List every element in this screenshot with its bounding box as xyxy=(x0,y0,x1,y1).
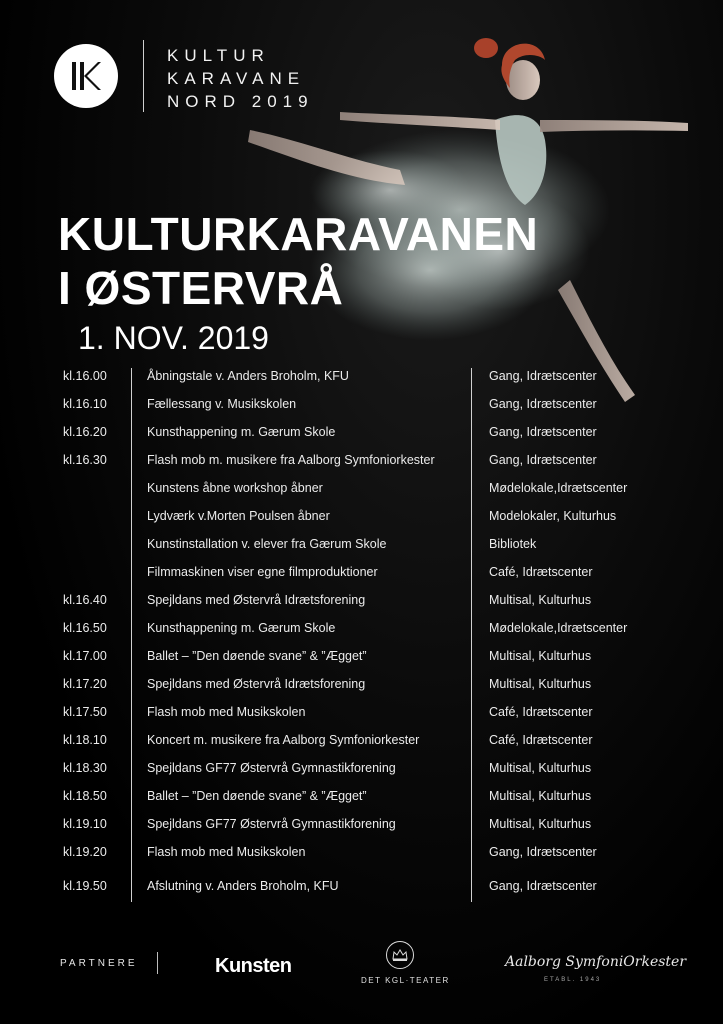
row-time: kl.17.20 xyxy=(63,677,107,691)
row-venue: Gang, Idrætscenter xyxy=(489,425,597,439)
row-time: kl.18.30 xyxy=(63,761,107,775)
schedule xyxy=(0,362,723,902)
row-event: Koncert m. musikere fra Aalborg Symfoniorkester xyxy=(147,733,420,747)
row-event: Ballet – ”Den døende svane” & ”Ægget” xyxy=(147,789,367,803)
crown-icon xyxy=(385,940,415,970)
schedule-row xyxy=(0,558,723,586)
row-venue: Gang, Idrætscenter xyxy=(489,397,597,411)
kgl-teater-logo: DET KGL·TEATER xyxy=(361,976,450,985)
kk-monogram-icon xyxy=(54,44,118,108)
logo-line-3: NORD 2019 xyxy=(167,92,314,111)
row-event: Afslutning v. Anders Broholm, KFU xyxy=(147,879,339,893)
row-event: Spejldans GF77 Østervrå Gymnastikforening xyxy=(147,817,396,831)
logo-divider xyxy=(143,40,144,112)
schedule-row xyxy=(0,530,723,558)
row-venue: Café, Idrætscenter xyxy=(489,733,593,747)
schedule-row xyxy=(0,782,723,810)
row-venue: Multisal, Kulturhus xyxy=(489,789,592,803)
schedule-row xyxy=(0,502,723,530)
schedule-row xyxy=(0,872,723,900)
schedule-row xyxy=(0,362,723,390)
row-time: kl.16.20 xyxy=(63,425,107,439)
row-event: Kunsthappening m. Gærum Skole xyxy=(147,425,336,439)
row-venue: Mødelokale,Idrætscenter xyxy=(489,481,628,495)
row-time: kl.19.50 xyxy=(63,879,107,893)
row-time: kl.17.00 xyxy=(63,649,107,663)
row-event: Flash mob med Musikskolen xyxy=(147,845,306,859)
schedule-row xyxy=(0,698,723,726)
row-time: kl.19.10 xyxy=(63,817,107,831)
row-event: Flash mob m. musikere fra Aalborg Symfoniorkester xyxy=(147,453,435,467)
row-venue: Multisal, Kulturhus xyxy=(489,817,592,831)
logo-wordmark xyxy=(167,44,314,113)
row-venue: Multisal, Kulturhus xyxy=(489,593,592,607)
row-event: Åbningstale v. Anders Broholm, KFU xyxy=(147,369,349,383)
row-time: kl.17.50 xyxy=(63,705,107,719)
kunsten-logo: Kunsten xyxy=(215,955,292,977)
row-event: Ballet – ”Den døende svane” & ”Ægget” xyxy=(147,649,367,663)
row-event: Fællessang v. Musikskolen xyxy=(147,397,297,411)
row-time: kl.18.10 xyxy=(63,733,107,747)
event-date: 1. NOV. 2019 xyxy=(78,320,269,356)
row-venue: Café, Idrætscenter xyxy=(489,705,593,719)
row-venue: Multisal, Kulturhus xyxy=(489,761,592,775)
row-event: Spejldans GF77 Østervrå Gymnastikforening xyxy=(147,761,396,775)
row-time: kl.16.00 xyxy=(63,369,107,383)
row-venue: Café, Idrætscenter xyxy=(489,565,593,579)
schedule-row xyxy=(0,810,723,838)
schedule-row xyxy=(0,838,723,866)
row-event: Flash mob med Musikskolen xyxy=(147,705,306,719)
schedule-row xyxy=(0,670,723,698)
row-venue: Gang, Idrætscenter xyxy=(489,845,597,859)
logo-mark xyxy=(54,44,118,108)
aso-subtitle: ETABL. 1943 xyxy=(544,977,602,983)
footer-divider xyxy=(157,952,158,974)
row-event: Kunstinstallation v. elever fra Gærum Skole xyxy=(147,537,387,551)
row-event: Lydværk v.Morten Poulsen åbner xyxy=(147,509,330,523)
logo-line-2: KARAVANE xyxy=(167,69,306,88)
row-time: kl.16.10 xyxy=(63,397,107,411)
row-venue: Bibliotek xyxy=(489,537,537,551)
row-time: kl.16.40 xyxy=(63,593,107,607)
schedule-row xyxy=(0,586,723,614)
row-time: kl.18.50 xyxy=(63,789,107,803)
row-event: Kunstens åbne workshop åbner xyxy=(147,481,323,495)
partners-label: PARTNERE xyxy=(60,958,138,969)
row-event: Kunsthappening m. Gærum Skole xyxy=(147,621,336,635)
row-venue: Gang, Idrætscenter xyxy=(489,879,597,893)
row-event: Spejldans med Østervrå Idrætsforening xyxy=(147,677,366,691)
schedule-row xyxy=(0,642,723,670)
schedule-row xyxy=(0,754,723,782)
row-event: Filmmaskinen viser egne filmproduktioner xyxy=(147,565,378,579)
schedule-row xyxy=(0,446,723,474)
row-time: kl.16.30 xyxy=(63,453,107,467)
row-time: kl.19.20 xyxy=(63,845,107,859)
row-venue: Mødelokale,Idrætscenter xyxy=(489,621,628,635)
schedule-row xyxy=(0,614,723,642)
schedule-row xyxy=(0,418,723,446)
schedule-row xyxy=(0,726,723,754)
schedule-row xyxy=(0,474,723,502)
row-event: Spejldans med Østervrå Idrætsforening xyxy=(147,593,366,607)
schedule-row xyxy=(0,390,723,418)
aso-logo: Aalborg SymfoniOrkester xyxy=(505,954,687,970)
logo-line-1: KULTUR xyxy=(167,46,270,65)
headline-line-1: KULTURKARAVANEN xyxy=(58,208,539,260)
row-venue: Multisal, Kulturhus xyxy=(489,677,592,691)
row-venue: Gang, Idrætscenter xyxy=(489,453,597,467)
row-time: kl.16.50 xyxy=(63,621,107,635)
row-venue: Modelokaler, Kulturhus xyxy=(489,509,617,523)
headline-line-2: I ØSTERVRÅ xyxy=(58,262,344,314)
headline xyxy=(58,207,538,315)
row-venue: Gang, Idrætscenter xyxy=(489,369,597,383)
row-venue: Multisal, Kulturhus xyxy=(489,649,592,663)
